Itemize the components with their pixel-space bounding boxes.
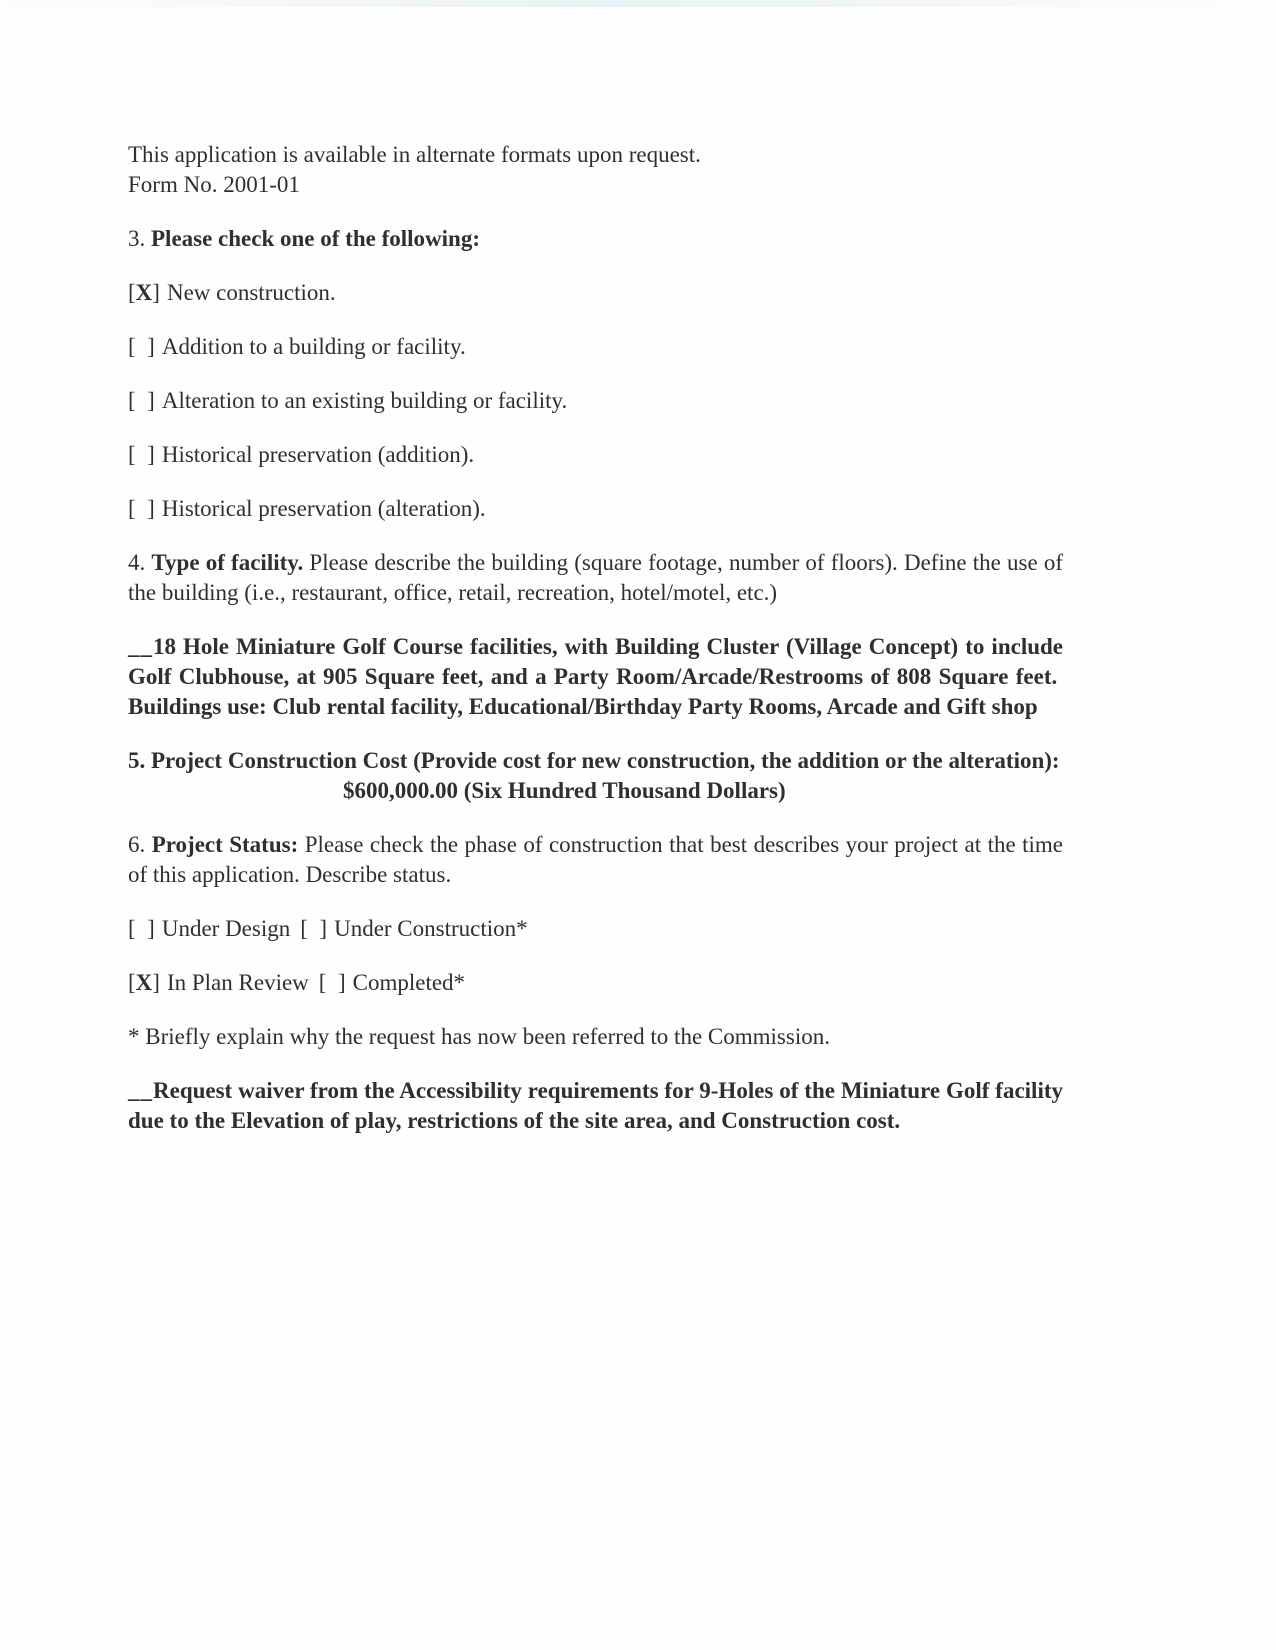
checkbox-empty (128, 334, 155, 359)
section-5-title: Project Construction Cost (151, 748, 408, 773)
bracket-open: [ (128, 970, 136, 995)
bracket-open: [ (128, 334, 136, 359)
option-alteration (128, 386, 1063, 416)
checkbox-empty-mark (136, 334, 148, 359)
section-4-title: Type of facility. (151, 550, 304, 575)
option-historical-alteration (128, 494, 1063, 524)
checkbox-x-mark: X (135, 280, 153, 305)
bracket-close: ] (152, 970, 160, 995)
checkbox-empty (300, 916, 327, 941)
construction-cost-value: $600,000.00 (Six Hundred Thousand Dollars) (343, 778, 786, 803)
checkbox-empty (128, 442, 155, 467)
section-5-number: 5. (128, 748, 146, 773)
status-label-under-design: Under Design (161, 916, 291, 941)
answer-underscore-prefix: __ (128, 1078, 153, 1103)
bracket-close: ] (147, 334, 155, 359)
section-5-heading (128, 746, 1063, 776)
facility-description-text: 18 Hole Miniature Golf Course facilities, with Building Cluster (Village Concept) to include Golf Clubhouse, at 905 Square feet, and a Party Room/Arcade/Restrooms of 808 Square feet. Buildings use: Club rental facility, Educational/Birthday Party Rooms, Arcade and Gift shop (128, 634, 1063, 719)
option-label: Alteration to an existing building or facility. (161, 388, 568, 413)
option-new-construction (128, 278, 1063, 308)
section-6-prompt: Please check the phase of construction that best describes your project at the time of this application. Describe status. (128, 832, 1063, 887)
bracket-open: [ (318, 970, 327, 995)
bracket-close: ] (147, 388, 155, 413)
section-6-heading (128, 830, 1063, 890)
section-3-number: 3. (128, 226, 146, 251)
section-3-title: Please check one of the following: (151, 226, 480, 251)
checkbox-checked (128, 280, 160, 305)
bracket-close: ] (152, 280, 160, 305)
option-label: Historical preservation (alteration). (161, 496, 486, 521)
section-4-prompt: Please describe the building (square footage, number of floors). Define the use of the building (i.e., restaurant, office, retail, recreation, hotel/motel, etc.) (128, 550, 1063, 605)
option-label: New construction. (166, 280, 336, 305)
option-historical-addition (128, 440, 1063, 470)
document-header (128, 140, 1063, 200)
checkbox-empty (128, 916, 155, 941)
checkbox-empty-mark (308, 916, 320, 941)
waiver-request-text: Request waiver from the Accessibility requirements for 9-Holes of the Miniature Golf facility due to the Elevation of play, restrictions of the site area, and Construction cost. (128, 1078, 1063, 1133)
form-number: Form No. 2001-01 (128, 172, 300, 197)
checkbox-checked (128, 970, 160, 995)
checkbox-empty-mark (326, 970, 338, 995)
bracket-open: [ (128, 442, 136, 467)
bracket-close: ] (147, 916, 155, 941)
checkbox-empty (128, 496, 155, 521)
bracket-open: [ (128, 280, 136, 305)
footnote-explanation: * Briefly explain why the request has now been referred to the Commission. (128, 1024, 830, 1049)
bracket-open: [ (128, 916, 136, 941)
checkbox-empty (319, 970, 346, 995)
checkbox-empty-mark (136, 388, 148, 413)
section-4-heading (128, 548, 1063, 608)
answer-underscore-prefix: __ (128, 634, 153, 659)
bracket-close: ] (319, 916, 328, 941)
section-4-answer (128, 632, 1063, 722)
option-addition (128, 332, 1063, 362)
section-6-number: 6. (128, 832, 146, 857)
status-label-completed: Completed* (352, 970, 466, 995)
checkbox-empty-mark (136, 442, 148, 467)
checkbox-empty-mark (136, 496, 148, 521)
checkbox-empty (128, 388, 155, 413)
bracket-open: [ (128, 388, 136, 413)
checkbox-x-mark: X (135, 970, 153, 995)
option-label: Addition to a building or facility. (161, 334, 466, 359)
section-6-answer (128, 1076, 1063, 1136)
option-label: Historical preservation (addition). (161, 442, 475, 467)
status-row-review-completed (128, 968, 1063, 998)
bracket-open: [ (128, 496, 136, 521)
section-5-prompt: (Provide cost for new construction, the addition or the alteration): (413, 748, 1060, 773)
checkbox-empty-mark (136, 916, 148, 941)
section-4-number: 4. (128, 550, 146, 575)
status-label-under-construction: Under Construction* (334, 916, 528, 941)
bracket-close: ] (147, 442, 155, 467)
alt-format-notice: This application is available in alternate formats upon request. (128, 142, 701, 167)
bracket-close: ] (337, 970, 346, 995)
status-label-in-plan-review: In Plan Review (166, 970, 309, 995)
section-3-heading (128, 224, 1063, 254)
scan-artifact (0, 0, 1276, 7)
bracket-close: ] (147, 496, 155, 521)
status-row-design-construction (128, 914, 1063, 944)
bracket-open: [ (300, 916, 308, 941)
section-6-title: Project Status: (151, 832, 299, 857)
